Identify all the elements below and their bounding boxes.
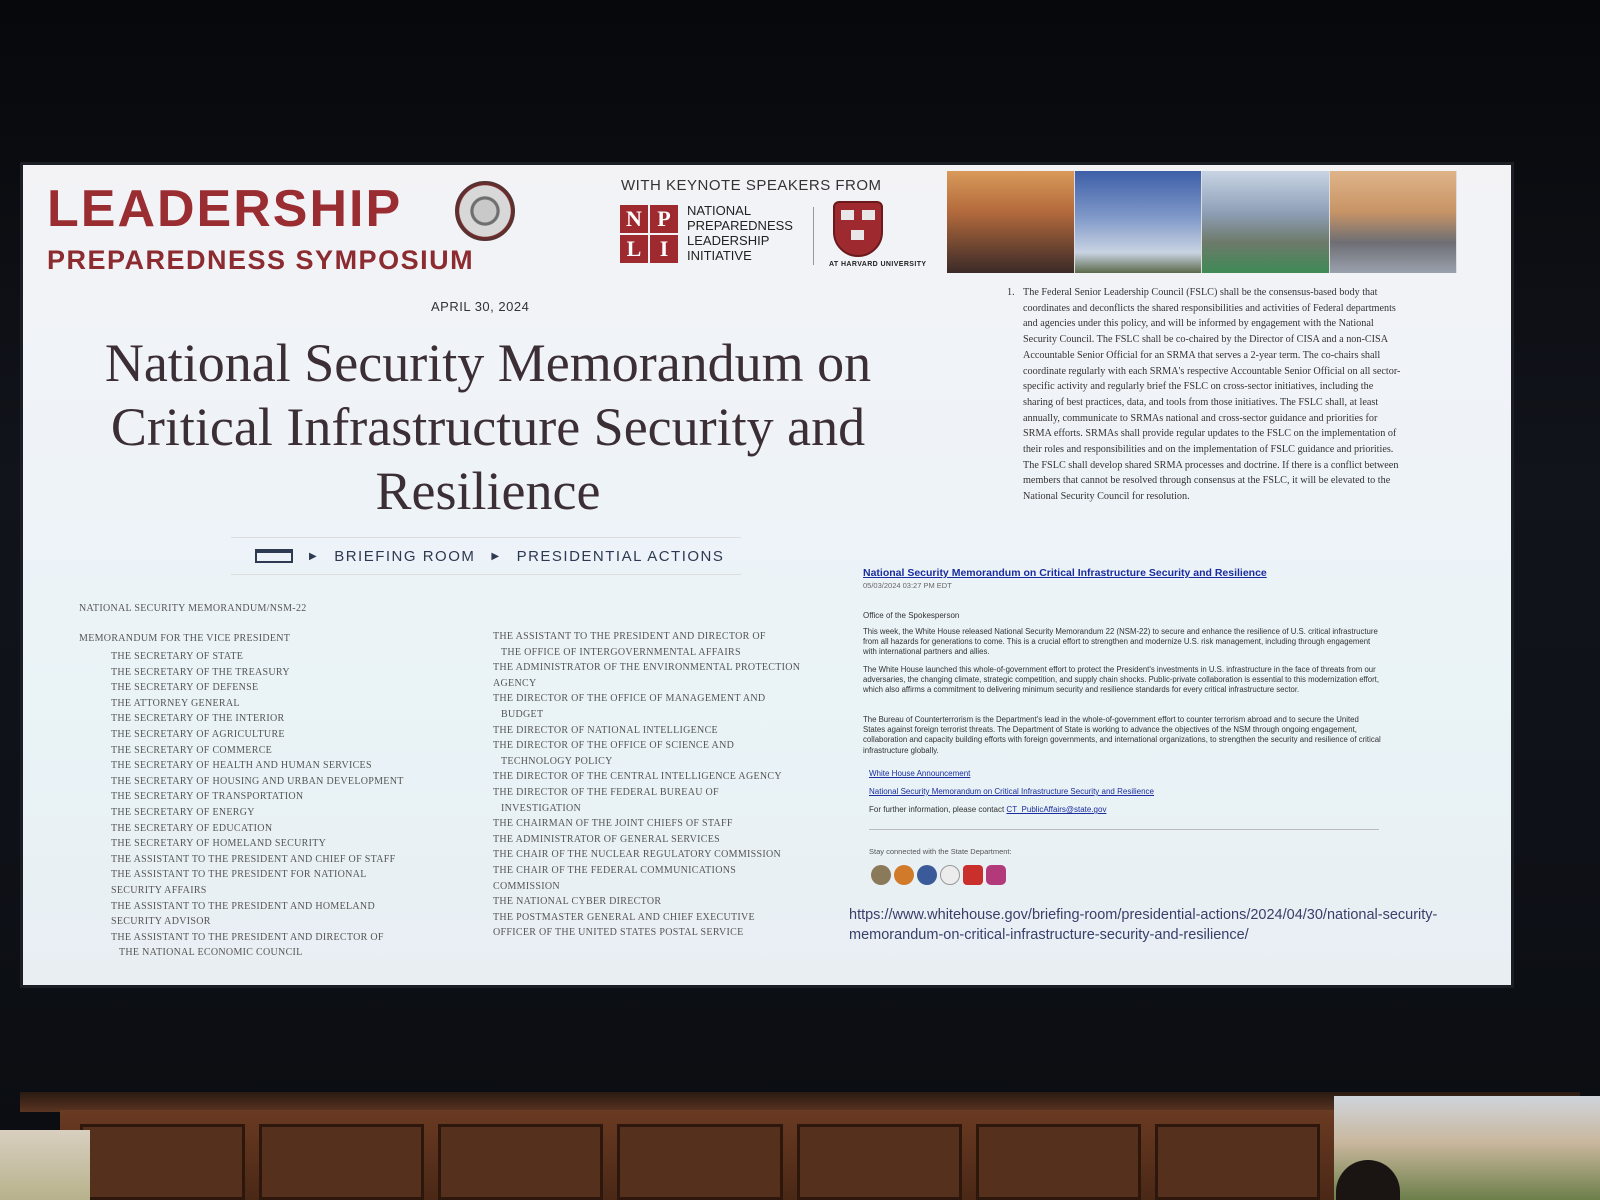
recipient-item: THE DIRECTOR OF THE FEDERAL BUREAU OF bbox=[493, 786, 719, 798]
stage-panel bbox=[438, 1124, 603, 1200]
social-icons bbox=[871, 865, 1006, 885]
state-release-date: 05/03/2024 03:27 PM EDT bbox=[863, 581, 952, 590]
recipient-item: THE SECRETARY OF DEFENSE bbox=[111, 682, 259, 694]
symposium-subtitle: PREPAREDNESS SYMPOSIUM bbox=[47, 245, 475, 275]
recipient-item: INVESTIGATION bbox=[501, 802, 581, 814]
recipient-item: THE SECRETARY OF HEALTH AND HUMAN SERVICES bbox=[111, 760, 372, 772]
left-banner bbox=[0, 1130, 90, 1200]
white-house-icon[interactable] bbox=[255, 549, 293, 563]
source-url: https://www.whitehouse.gov/briefing-room/presidential-actions/2024/04/30/national-security-memorandum-on-critical-infrastructure-security-and-resilience/ bbox=[849, 907, 1438, 943]
recipient-item: THE ADMINISTRATOR OF THE ENVIRONMENTAL PROTECTION bbox=[493, 662, 801, 674]
recipient-item: THE SECRETARY OF TRANSPORTATION bbox=[111, 791, 304, 803]
recipient-item: THE SECRETARY OF THE TREASURY bbox=[111, 666, 290, 678]
policy-paragraph bbox=[1007, 285, 1403, 505]
recipient-item: THE NATIONAL ECONOMIC COUNCIL bbox=[119, 947, 303, 959]
recipient-item: THE ADMINISTRATOR OF GENERAL SERVICES bbox=[493, 833, 720, 845]
recipient-item: THE ATTORNEY GENERAL bbox=[111, 697, 240, 709]
policy-text: The Federal Senior Leadership Council (FSLC) shall be the consensus-based body that coordinates and deconflicts the shared responsibilities and activities of Federal departments and agencies under this policy, and will be informed by engagement with the National Security Council. The FSLC shall be co-chaired by the Director of CISA and a non-CISA Accountable Senior Official for an SRMA that serves a 2-year term. The co-chairs shall coordinate regularly with each SRMA's respective Accountable Senior Official on all sector-specific activity and regularly brief the FSLC on cross-sector initiatives, including the sharing of best practices, data, and tools from those initiatives. The FSLC shall, at least annually, communicate to SRMAs national and cross-sector guidance and priorities for SRMA efforts. SRMAs shall provide regular updates to the FSLC on the implementation of their roles and responsibilities and on the implementation of FSLC guidance and priorities. The FSLC shall develop shared SRMA processes and doctrine. If there is a conflict between members that cannot be resolved through consensus at the FSLC, it will be elevated to the National Security Council for resolution. bbox=[1023, 287, 1401, 503]
recipient-item: THE SECRETARY OF STATE bbox=[111, 651, 244, 662]
stage-panel bbox=[797, 1124, 962, 1200]
recipient-item: THE NATIONAL CYBER DIRECTOR bbox=[493, 896, 662, 908]
breadcrumb-presidential-actions[interactable]: PRESIDENTIAL ACTIONS bbox=[516, 547, 725, 565]
stage-panel bbox=[1155, 1124, 1320, 1200]
flickr-icon[interactable] bbox=[940, 865, 960, 885]
memorandum-for: MEMORANDUM FOR THE VICE PRESIDENT bbox=[79, 633, 291, 644]
npli-letter: L bbox=[620, 235, 648, 263]
recipient-item: SECURITY ADVISOR bbox=[111, 916, 211, 928]
recipient-item: THE ASSISTANT TO THE PRESIDENT AND DIRECTOR OF bbox=[493, 631, 766, 642]
government-building-photo bbox=[1075, 171, 1203, 273]
recipient-item: TECHNOLOGY POLICY bbox=[501, 755, 613, 767]
recipient-list-2 bbox=[493, 629, 800, 941]
state-paragraph: The Bureau of Counterterrorism is the Department's lead in the whole-of-government effort to counter terrorism abroad and to secure the United States against foreign terrorist threats. The Department of State is working to advance the objectives of the NSM through ongoing engagement, collaboration and capacity building efforts with foreign governments, and international organizations, to strengthen the security and resilience of critical infrastructure globally. bbox=[863, 715, 1381, 755]
recipient-list-1 bbox=[111, 649, 404, 961]
recipient-item: THE ASSISTANT TO THE PRESIDENT AND CHIEF OF STAFF bbox=[111, 853, 396, 865]
rss-icon[interactable] bbox=[894, 865, 914, 885]
breadcrumb bbox=[231, 537, 741, 575]
recipient-item: THE CHAIR OF THE FEDERAL COMMUNICATIONS bbox=[493, 864, 737, 876]
npli-logo-icon bbox=[620, 205, 678, 263]
recipient-item: THE SECRETARY OF HOUSING AND URBAN DEVELOPMENT bbox=[111, 775, 404, 787]
harvard-shield-icon bbox=[833, 201, 883, 257]
nsm-link[interactable]: National Security Memorandum on Critical Infrastructure Security and Resilience bbox=[869, 787, 1155, 796]
recipient-item: THE SECRETARY OF ENERGY bbox=[111, 806, 255, 818]
recipient-item: THE POSTMASTER GENERAL AND CHIEF EXECUTIVE bbox=[493, 911, 755, 923]
npli-name: NATIONAL PREPAREDNESS LEADERSHIP INITIATIVE bbox=[687, 203, 793, 263]
state-office: Office of the Spokesperson bbox=[863, 611, 960, 620]
stay-connected-label: Stay connected with the State Department: bbox=[869, 847, 1012, 856]
npli-letter: I bbox=[650, 235, 678, 263]
industrial-plant-photo bbox=[1202, 171, 1330, 273]
recipient-item: THE SECRETARY OF HOMELAND SECURITY bbox=[111, 838, 327, 850]
recipient-item: THE ASSISTANT TO THE PRESIDENT AND HOMELAND bbox=[111, 900, 375, 912]
section-divider bbox=[869, 829, 1379, 830]
recipient-item: THE DIRECTOR OF NATIONAL INTELLIGENCE bbox=[493, 724, 718, 736]
facebook-icon[interactable] bbox=[917, 865, 937, 885]
recipient-item: COMMISSION bbox=[493, 880, 560, 892]
state-paragraph: The White House launched this whole-of-government effort to protect the President's investments in U.S. infrastructure in the face of threats from our adversaries, the changing climate, strategic competition, and supply chain shocks. Public-private collaboration is essential to this modernization effort, which also affirms a commitment to delivering minimum security and resilience standards for every critical infrastructure sector. bbox=[863, 665, 1380, 695]
npli-letter: N bbox=[620, 205, 648, 233]
recipient-item: THE DIRECTOR OF THE OFFICE OF MANAGEMENT AND bbox=[493, 693, 766, 705]
release-date: APRIL 30, 2024 bbox=[431, 299, 530, 314]
memorandum-headline: National Security Memorandum on Critical Infrastructure Security and Resilience bbox=[104, 333, 872, 521]
paragraph-number: 1. bbox=[1007, 287, 1015, 298]
recipient-item: THE SECRETARY OF EDUCATION bbox=[111, 822, 273, 834]
symposium-title: LEADERSHIP bbox=[47, 180, 403, 238]
recipient-item: THE ASSISTANT TO THE PRESIDENT FOR NATIONAL bbox=[111, 869, 367, 881]
keynote-label: WITH KEYNOTE SPEAKERS FROM bbox=[621, 177, 882, 194]
recipient-item: SECURITY AFFAIRS bbox=[111, 884, 207, 896]
recipient-item: BUDGET bbox=[501, 708, 544, 720]
memorandum-id: NATIONAL SECURITY MEMORANDUM/NSM-22 bbox=[79, 603, 307, 614]
stage-panel bbox=[259, 1124, 424, 1200]
further-info bbox=[869, 805, 1106, 814]
refinery-photo bbox=[947, 171, 1075, 273]
projection-screen bbox=[20, 162, 1514, 988]
recipient-item: THE OFFICE OF INTERGOVERNMENTAL AFFAIRS bbox=[501, 646, 741, 658]
harvard-label: AT HARVARD UNIVERSITY bbox=[829, 261, 927, 268]
breadcrumb-briefing-room[interactable]: BRIEFING ROOM bbox=[334, 547, 476, 565]
instagram-icon[interactable] bbox=[986, 865, 1006, 885]
state-paragraph: This week, the White House released National Security Memorandum 22 (NSM-22) to secure and enhance the resilience of U.S. critical infrastructure from all hazards for generations to come. This is a crucial effort to strengthen and modernize U.S. risk management, including through engagement with international partners and allies. bbox=[863, 627, 1378, 657]
stage-panel bbox=[976, 1124, 1141, 1200]
recipient-item: THE SECRETARY OF COMMERCE bbox=[111, 744, 273, 756]
npli-letter: P bbox=[650, 205, 678, 233]
recipient-item: OFFICER OF THE UNITED STATES POSTAL SERVICE bbox=[493, 927, 744, 939]
recipient-item: THE CHAIRMAN OF THE JOINT CHIEFS OF STAFF bbox=[493, 818, 733, 830]
recipient-item: THE SECRETARY OF AGRICULTURE bbox=[111, 728, 285, 740]
recipient-item: THE DIRECTOR OF THE CENTRAL INTELLIGENCE AGENCY bbox=[493, 771, 782, 783]
state-seal-icon[interactable] bbox=[871, 865, 891, 885]
further-info-label: For further information, please contact bbox=[869, 805, 1005, 814]
stage-front bbox=[60, 1110, 1340, 1200]
stage-panel bbox=[617, 1124, 782, 1200]
chevron-right-icon: ▶ bbox=[491, 550, 501, 562]
recipient-item: THE ASSISTANT TO THE PRESIDENT AND DIRECTOR OF bbox=[111, 931, 384, 943]
infrastructure-photo-strip bbox=[947, 171, 1457, 273]
symposium-seal-icon bbox=[455, 181, 515, 241]
stage-panel bbox=[80, 1124, 245, 1200]
chevron-right-icon: ▶ bbox=[309, 550, 319, 562]
youtube-icon[interactable] bbox=[963, 865, 983, 885]
recipient-item: AGENCY bbox=[493, 677, 537, 689]
recipient-item: THE SECRETARY OF THE INTERIOR bbox=[111, 713, 285, 725]
logo-divider bbox=[813, 207, 814, 265]
highway-photo bbox=[1330, 171, 1458, 273]
state-release-title[interactable]: National Security Memorandum on Critical Infrastructure Security and Resilience bbox=[863, 567, 1267, 579]
recipient-item: THE DIRECTOR OF THE OFFICE OF SCIENCE AND bbox=[493, 740, 735, 752]
white-house-announcement-link[interactable]: White House Announcement bbox=[869, 769, 971, 778]
recipient-item: THE CHAIR OF THE NUCLEAR REGULATORY COMMISSION bbox=[493, 849, 782, 861]
contact-email-link[interactable]: CT_PublicAffairs@state.gov bbox=[1006, 805, 1107, 814]
